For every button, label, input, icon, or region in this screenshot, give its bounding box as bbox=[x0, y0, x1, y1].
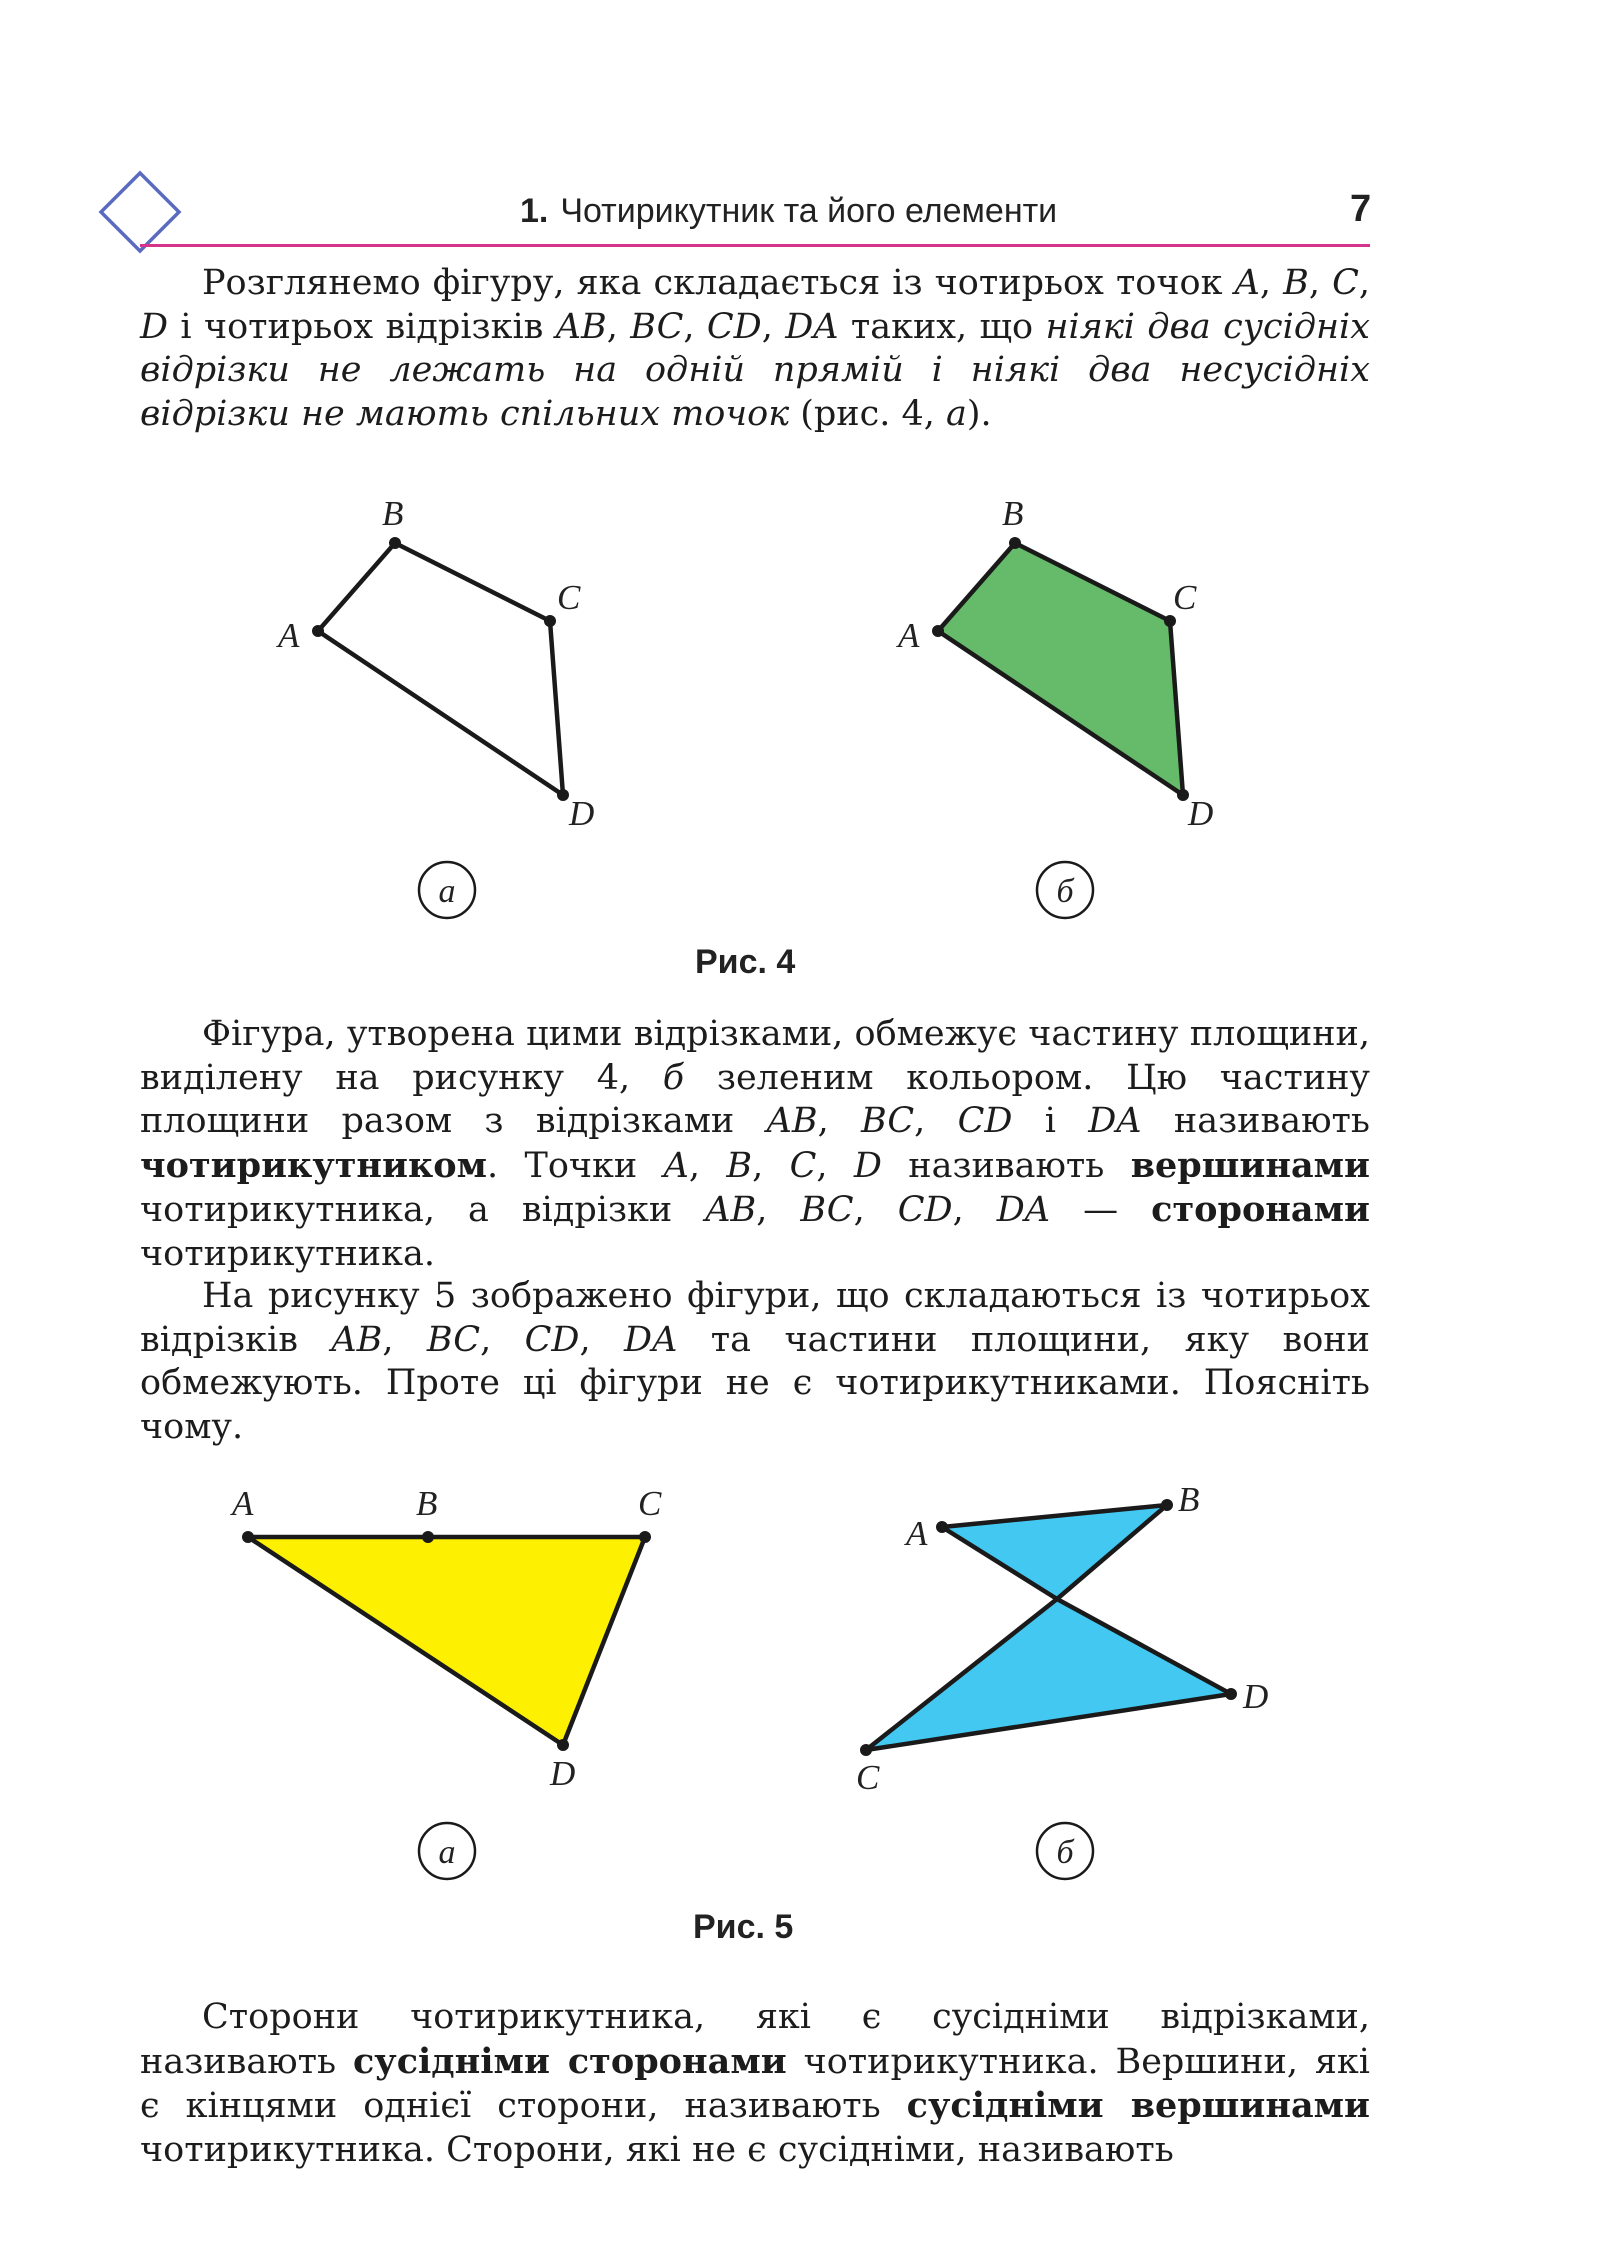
vertex-label-B: B bbox=[1178, 1480, 1200, 1519]
paragraph-4: Сторони чотирикутника, які є сусідніми відрізками, називають сусідніми сторонами чотирикутника. Вершини, які є кінцями однієї сторони, називають сусідніми вершинами чотирикутника. Сторони, які не є сусідніми, називають bbox=[140, 1997, 1371, 2170]
term-adjacent-sides: сусідніми сторонами bbox=[352, 2040, 787, 2082]
vertex-label-B: B bbox=[382, 494, 404, 533]
vertex-label-B: B bbox=[416, 1484, 438, 1523]
figure-5a-triangle bbox=[230, 1484, 662, 1879]
vertex-label-A: A bbox=[278, 616, 300, 655]
vertex-label-C: C bbox=[638, 1484, 662, 1523]
vertex-label-D: D bbox=[550, 1754, 576, 1793]
vertex-point bbox=[389, 537, 401, 549]
vertex-point bbox=[1225, 1688, 1237, 1700]
section-title: Чотирикутник та його елементи bbox=[560, 192, 1058, 230]
figure-4 bbox=[270, 485, 1214, 925]
paragraph-3: На рисунку 5 зображено фігури, що складаються із чотирьох відрізків AB, BC, CD, DA та частини площини, яку вони обмежують. Проте ці фігури не є чотирикутниками. Поясніть чому. bbox=[140, 1276, 1370, 1447]
vertex-point bbox=[242, 1531, 254, 1543]
figure-4b-quadrilateral bbox=[896, 494, 1213, 918]
vertex-point bbox=[1009, 537, 1021, 549]
vertex-point bbox=[1161, 1499, 1173, 1511]
running-header-title bbox=[520, 192, 1057, 231]
vertex-point bbox=[557, 789, 569, 801]
page-number: 7 bbox=[1350, 188, 1372, 230]
paragraph-1: Розглянемо фігуру, яка складається із чотирьох точок A, B, C, D і чотирьох відрізків AB, BC, CD, DA таких, що ніякі два сусідніх відрізки не лежать на одній прямій і ніякі два несусідніх відрізки не мають спільних точок (рис. 4, а). bbox=[140, 263, 1370, 434]
sub-label-a: а bbox=[438, 1834, 456, 1871]
vertex-label-D: D bbox=[1243, 1677, 1269, 1716]
vertex-point bbox=[312, 625, 324, 637]
vertex-label-C: C bbox=[856, 1758, 880, 1797]
sub-label-a: а bbox=[438, 873, 456, 910]
vertex-point bbox=[639, 1531, 651, 1543]
definition-italic: ніякі два сусідніх відрізки не лежать на одній прямій і ніякі два несусідніх відрізки не мають спільних точок bbox=[140, 306, 1370, 434]
sub-label-b: б bbox=[1056, 873, 1074, 910]
section-number: 1. bbox=[520, 192, 549, 230]
paragraph-2: Фігура, утворена цими відрізками, обмежує частину площини, виділену на рисунку 4, б зеленим кольором. Цю частину площини разом з відрізками AB, BC, CD і DA називають чотирикутником. Точки A, B, C, D називають вершинами чотирикутника, а відрізки AB, BC, CD, DA — сторонами чотирикутника. bbox=[140, 1014, 1370, 1274]
vertex-label-C: C bbox=[1173, 578, 1197, 617]
diamond-icon bbox=[98, 170, 182, 254]
vertex-label-A: A bbox=[906, 1514, 928, 1553]
term-quadrilateral: чотирикутником bbox=[140, 1144, 488, 1186]
term-sides: сторонами bbox=[1151, 1189, 1370, 1230]
vertex-label-A: A bbox=[898, 616, 920, 655]
figure-4a-quadrilateral bbox=[276, 494, 594, 918]
vertex-label-D: D bbox=[1188, 794, 1214, 833]
figure-4-caption: Рис. 4 bbox=[695, 943, 796, 981]
vertex-point bbox=[860, 1744, 872, 1756]
vertex-label-C: C bbox=[557, 578, 581, 617]
header-rule bbox=[140, 244, 1370, 247]
term-vertices: вершинами bbox=[1130, 1144, 1370, 1186]
figure-5 bbox=[220, 1475, 1300, 1895]
term-adjacent-vertices: сусідніми вершинами bbox=[906, 2085, 1370, 2126]
vertex-point bbox=[544, 615, 556, 627]
figure-5b-crossed-quadrilateral bbox=[856, 1480, 1268, 1879]
sub-label-b: б bbox=[1056, 1834, 1074, 1871]
vertex-point bbox=[932, 625, 944, 637]
vertex-point bbox=[936, 1521, 948, 1533]
vertex-point bbox=[422, 1531, 434, 1543]
vertex-point bbox=[557, 1739, 569, 1751]
figure-5-caption: Рис. 5 bbox=[693, 1908, 794, 1946]
vertex-label-D: D bbox=[569, 794, 595, 833]
vertex-label-B: B bbox=[1002, 494, 1024, 533]
vertex-label-A: A bbox=[232, 1484, 254, 1523]
